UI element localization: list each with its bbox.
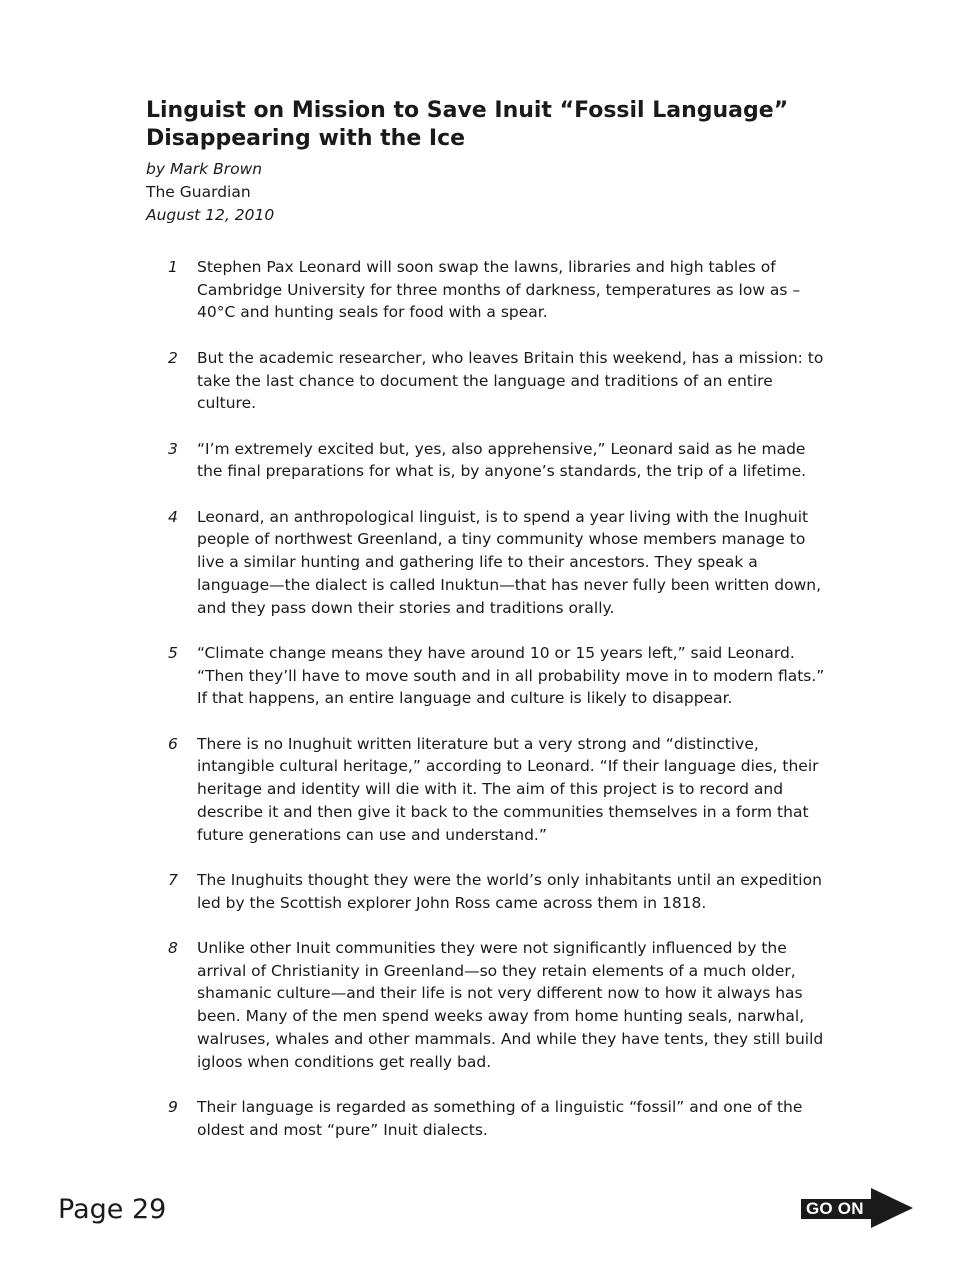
paragraph-number: 6 bbox=[168, 734, 178, 753]
paragraph-text: Leonard, an anthropological linguist, is to spend a year living with the Inughuit people of northwest Greenland, a tiny community whose members manage to live a similar hunting and gathering life to their ancestors. They speak a language—the dialect is called Inuktun—that has never fully been written down, and they pass down their stories and traditions orally. bbox=[197, 507, 822, 617]
paragraph bbox=[168, 256, 832, 324]
byline: by Mark Brown bbox=[146, 160, 263, 178]
paragraph bbox=[168, 347, 832, 415]
paragraph bbox=[168, 642, 832, 710]
paragraph-text: “I’m extremely excited but, yes, also apprehensive,” Leonard said as he made the final preparations for what is, by anyone’s standards, the trip of a lifetime. bbox=[197, 439, 807, 481]
arrow-right-icon bbox=[871, 1188, 913, 1228]
paragraph-text: Their language is regarded as something of a linguistic “fossil” and one of the oldest and most “pure” Inuit dialects. bbox=[197, 1097, 803, 1139]
paragraph bbox=[168, 506, 832, 620]
paragraph-text: But the academic researcher, who leaves Britain this weekend, has a mission: to take the last chance to document the language and traditions of an entire culture. bbox=[197, 348, 824, 413]
go-on-arrow bbox=[801, 1188, 913, 1228]
paragraph bbox=[168, 733, 832, 847]
paragraph-number: 5 bbox=[168, 643, 178, 662]
paragraph-text: Unlike other Inuit communities they were not significantly influenced by the arrival of Christianity in Greenland—so they retain elements of a much older, shamanic culture—and their life is not very different now to how it always has been. Many of the men spend weeks away from home hunting seals, narwhal, walruses, whales and other mammals. And while they have tents, they still build igloos when conditions get really bad. bbox=[197, 938, 824, 1071]
paragraph-number: 7 bbox=[168, 870, 178, 889]
paragraph bbox=[168, 937, 832, 1073]
page-number: Page 29 bbox=[58, 1194, 167, 1225]
paragraph bbox=[168, 438, 832, 483]
paragraph-text: There is no Inughuit written literature but a very strong and “distinctive, intangible cultural heritage,” according to Leonard. “If their language dies, their heritage and identity will die with it. The aim of this project is to record and describe it and then give it back to the communities themselves in a form that future generations can use and understand.” bbox=[197, 734, 819, 844]
paragraph bbox=[168, 1096, 832, 1141]
article-title: Linguist on Mission to Save Inuit “Fossil Language” Disappearing with the Ice bbox=[146, 98, 789, 151]
paragraph-number: 4 bbox=[168, 507, 178, 526]
paragraph-number: 8 bbox=[168, 938, 178, 957]
article-body bbox=[168, 256, 832, 1164]
paragraph-number: 9 bbox=[168, 1097, 178, 1116]
paragraph-number: 3 bbox=[168, 439, 178, 458]
paragraph-number: 1 bbox=[168, 258, 178, 276]
paragraph-number: 2 bbox=[168, 348, 178, 367]
paragraph-text: Stephen Pax Leonard will soon swap the lawns, libraries and high tables of Cambridge University for three months of darkness, temperatures as low as –40°C and hunting seals for food with a spear. bbox=[197, 258, 801, 322]
paragraph-text: The Inughuits thought they were the world’s only inhabitants until an expedition led by the Scottish explorer John Ross came across them in 1818. bbox=[197, 870, 822, 912]
article-meta bbox=[146, 158, 274, 227]
publication: The Guardian bbox=[146, 183, 251, 201]
publication-date: August 12, 2010 bbox=[146, 206, 275, 224]
paragraph bbox=[168, 869, 832, 914]
paragraph-text: “Climate change means they have around 10 or 15 years left,” said Leonard. “Then they’ll have to move south and in all probability move in to modern flats.” If that happens, an entire language and culture is likely to disappear. bbox=[197, 643, 825, 708]
go-on-label: GO ON bbox=[806, 1199, 864, 1218]
